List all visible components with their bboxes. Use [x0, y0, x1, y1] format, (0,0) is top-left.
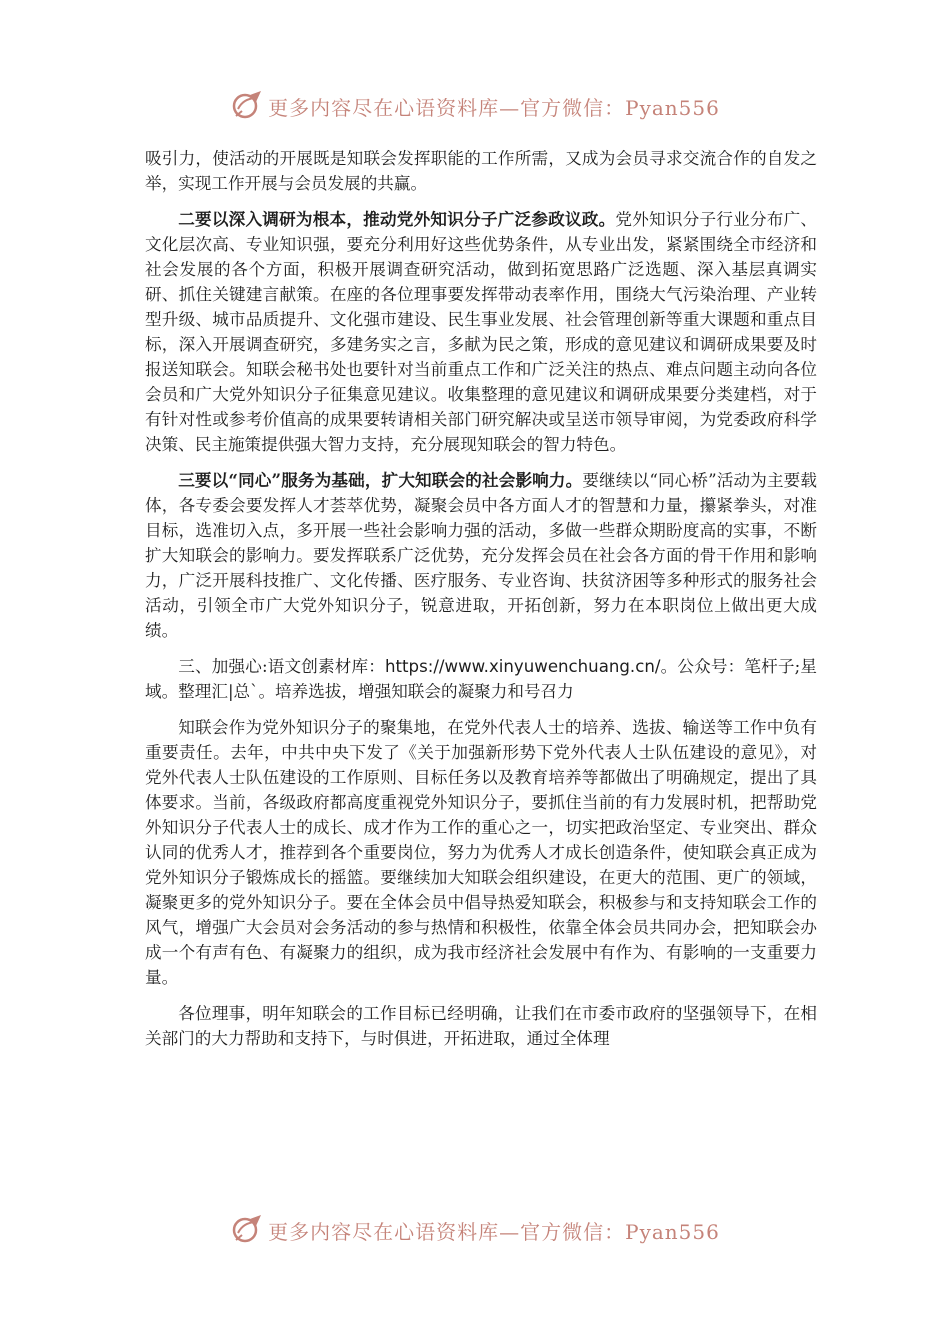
paragraph-2-text: 党外知识分子行业分布广、文化层次高、专业知识强，要充分利用好这些优势条件，从专业出发，紧紧围绕全市经济和社会发展的各个方面，积极开展调查研究活动，做到拓宽思路广泛选题、深入基层真调实研、抓住关键建言献策。在座的各位理事要发挥带动表率作用，围绕大气污染治理、产业转型升级、城市品质提升、文化强市建设、民生事业发展、社会管理创新等重大课题和重点目标，深入开展调查研究，多建务实之言，多献为民之策，形成的意见建议和调研成果要及时报送知联会。知联会秘书处也要针对当前重点工作和广泛关注的热点、难点问题主动向各位会员和广大党外知识分子征集意见建议。收集整理的意见建议和调研成果要分类建档，对于有针对性或参考价值高的成果要转请相关部门研究解决或呈送市领导审阅，为党委政府科学决策、民主施策提供强大智力支持，充分展现知联会的智力特色。 — [145, 210, 817, 454]
header-banner-text: 更多内容尽在心语资料库—官方微信：Pyan556 — [268, 95, 720, 120]
header-banner — [0, 86, 950, 126]
footer-banner — [0, 1210, 950, 1250]
footer-banner-text: 更多内容尽在心语资料库—官方微信：Pyan556 — [268, 1219, 720, 1244]
section-heading-3-part-b: 。公众号：笔杆子;星域。整理汇|总`。培养选拔，增强知联会的凝聚力和号召力 — [145, 657, 817, 701]
source-url-link[interactable]: https://www.xinyuwenchuang.cn/ — [385, 657, 661, 676]
paragraph-2 — [145, 207, 817, 457]
paragraph-5: 知联会作为党外知识分子的聚集地，在党外代表人士的培养、选拔、输送等工作中负有重要责任。去年，中共中央下发了《关于加强新形势下党外代表人士队伍建设的意见》，对党外代表人士队伍建设的工作原则、目标任务以及教育培养等都做出了明确规定，提出了具体要求。当前，各级政府都高度重视党外知识分子，要抓住当前的有力发展时机，把帮助党外知识分子代表人士的成长、成才作为工作的重心之一，切实把政治坚定、专业突出、群众认同的优秀人才，推荐到各个重要岗位，努力为优秀人才成长创造条件，使知联会真正成为党外知识分子锻炼成长的摇篮。要继续加大知联会组织建设，在更大的范围、更广的领域，凝聚更多的党外知识分子。要在全体会员中倡导热爱知联会，积极参与和支持知联会工作的风气，增强广大会员对会务活动的参与热情和积极性，依靠全体会员共同办会，把知联会办成一个有声有色、有凝聚力的组织，成为我市经济社会发展中有作为、有影响的一支重要力量。 — [145, 718, 817, 987]
paragraph-2-lead: 二要以深入调研为根本，推动党外知识分子广泛参政议政。 — [178, 209, 616, 229]
paragraph-3-lead: 三要以“同心”服务为基础，扩大知联会的社会影响力。 — [178, 470, 583, 490]
section-heading-3-part-a: 三、加强心:语文创素材库： — [178, 657, 386, 676]
paragraph-1: 吸引力，使活动的开展既是知联会发挥职能的工作所需，又成为会员寻求交流合作的自发之举，实现工作开展与会员发展的共赢。 — [145, 149, 817, 193]
section-heading-3 — [145, 654, 817, 704]
document-body — [145, 146, 817, 1051]
writing-logo-icon — [230, 89, 264, 123]
paragraph-6: 各位理事，明年知联会的工作目标已经明确，让我们在市委市政府的坚强领导下，在相关部门的大力帮助和支持下，与时俱进，开拓进取，通过全体理 — [145, 1004, 817, 1048]
paragraph-3-text: 要继续以“同心桥”活动为主要载体，各专委会要发挥人才荟萃优势，凝聚会员中各方面人才的智慧和力量，攥紧拳头，对准目标，选准切入点，多开展一些社会影响力强的活动，多做一些群众期盼度高的实事，不断扩大知联会的影响力。要发挥联系广泛优势，充分发挥会员在社会各方面的骨干作用和影响力，广泛开展科技推广、文化传播、医疗服务、专业咨询、扶贫济困等多种形式的服务社会活动，引领全市广大党外知识分子，锐意进取，开拓创新，努力在本职岗位上做出更大成绩。 — [145, 471, 818, 640]
paragraph-3 — [145, 468, 817, 643]
writing-logo-icon — [230, 1213, 264, 1247]
